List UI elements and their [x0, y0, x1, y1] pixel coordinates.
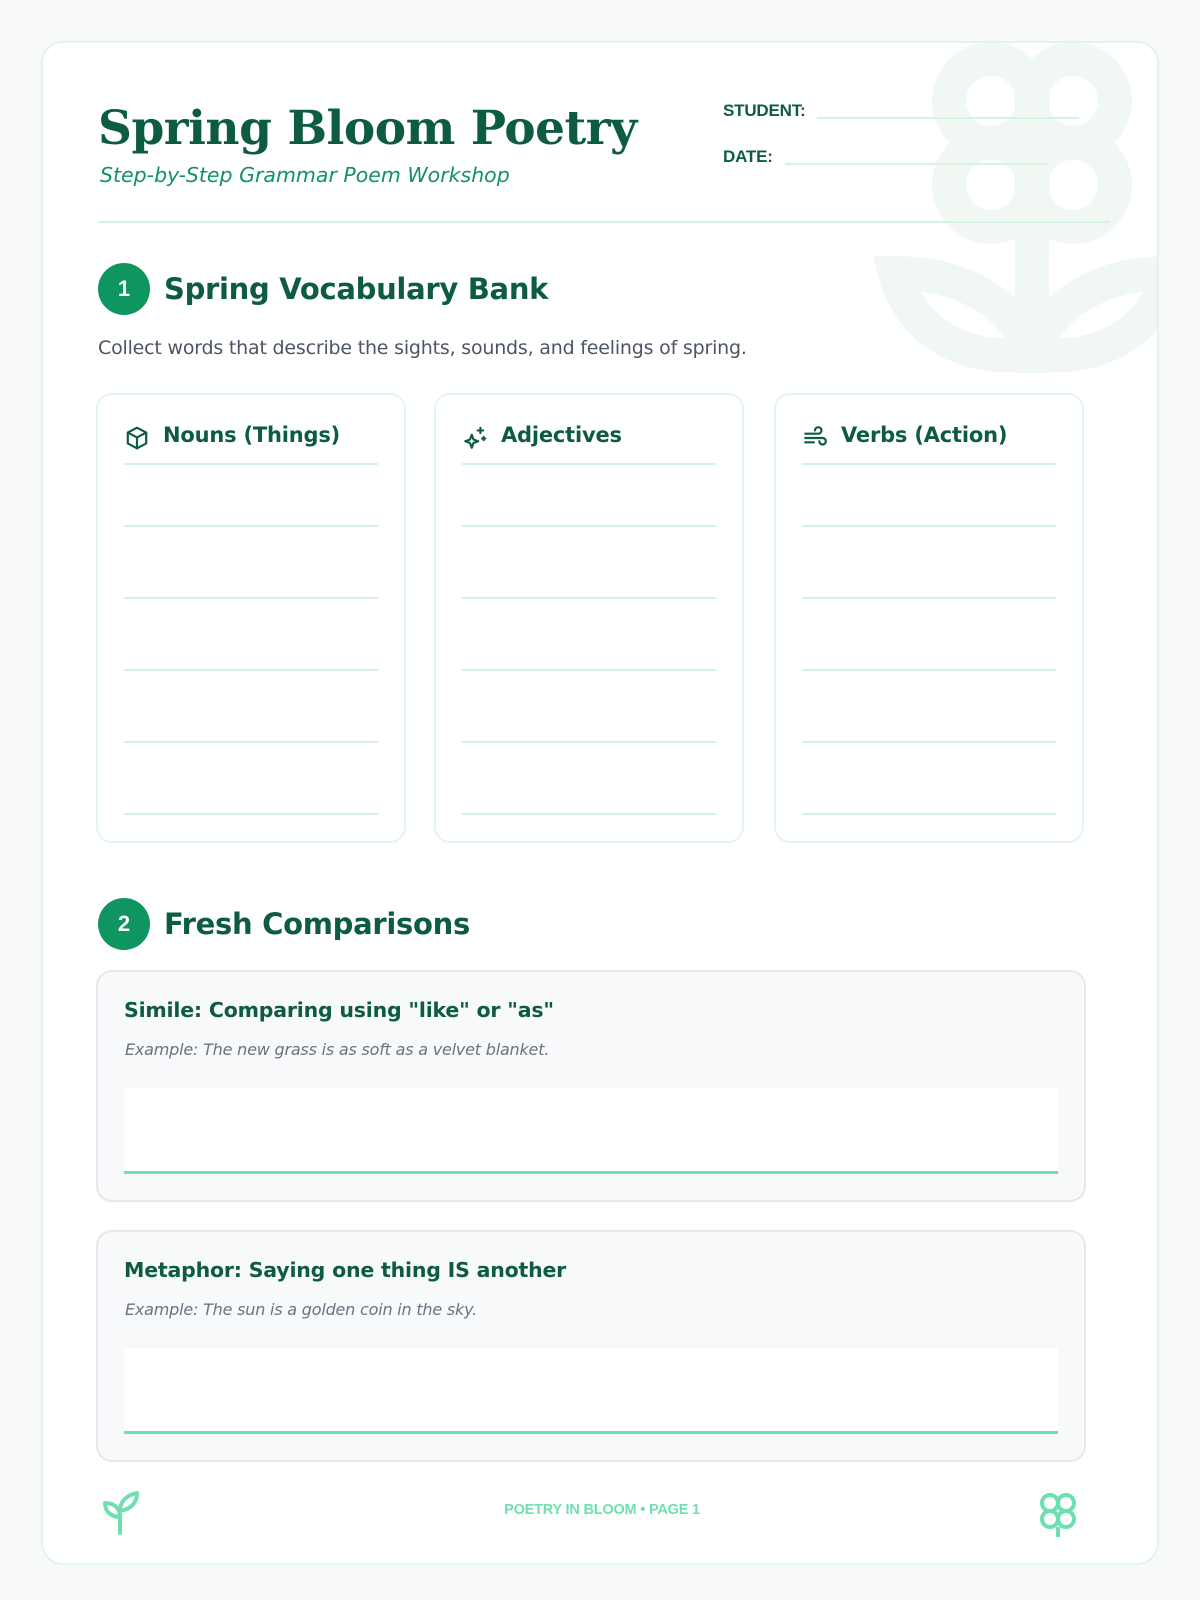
- section-instructions: Collect words that describe the sights, sounds, and feelings of spring.: [98, 337, 747, 359]
- student-label: STUDENT:: [723, 101, 806, 120]
- writing-line[interactable]: [462, 669, 716, 671]
- writing-line[interactable]: [124, 669, 378, 671]
- writing-line[interactable]: [462, 741, 716, 743]
- writing-line[interactable]: [124, 597, 378, 599]
- flower-watermark-icon: [873, 43, 1159, 403]
- metaphor-answer-box[interactable]: [124, 1348, 1058, 1434]
- writing-line[interactable]: [802, 741, 1056, 743]
- wind-icon: [802, 425, 828, 451]
- header-divider: [98, 221, 1110, 223]
- simile-title: Simile: Comparing using "like" or "as": [124, 998, 554, 1022]
- worksheet-page: [41, 41, 1159, 1565]
- metaphor-title: Metaphor: Saying one thing IS another: [124, 1258, 567, 1282]
- simile-answer-box[interactable]: [124, 1088, 1058, 1174]
- adjectives-card: [434, 393, 744, 843]
- writing-line[interactable]: [124, 525, 378, 527]
- verbs-card: [774, 393, 1084, 843]
- date-label: DATE:: [723, 147, 773, 166]
- writing-line[interactable]: [462, 525, 716, 527]
- simile-example: Example: The new grass is as soft as a velvet blanket.: [125, 1040, 550, 1059]
- writing-line[interactable]: [462, 597, 716, 599]
- section-number-badge: 2: [98, 898, 150, 950]
- section-1-heading: [98, 263, 548, 315]
- flower-icon: [1033, 1489, 1083, 1539]
- writing-line[interactable]: [802, 525, 1056, 527]
- student-field[interactable]: [723, 101, 1079, 121]
- vocab-card-label: Verbs (Action): [841, 423, 1008, 447]
- vocab-card-header: [124, 423, 378, 465]
- writing-line[interactable]: [802, 813, 1056, 815]
- student-line[interactable]: [817, 117, 1079, 119]
- nouns-card: [96, 393, 406, 843]
- writing-line[interactable]: [462, 813, 716, 815]
- section-title: Fresh Comparisons: [164, 907, 470, 941]
- writing-line[interactable]: [124, 813, 378, 815]
- simile-card: [96, 970, 1086, 1202]
- vocab-card-header: [802, 423, 1056, 465]
- cube-icon: [124, 425, 150, 451]
- writing-line[interactable]: [802, 669, 1056, 671]
- section-number-badge: 1: [98, 263, 150, 315]
- section-2-heading: [98, 898, 470, 950]
- date-field[interactable]: [723, 147, 1047, 167]
- sparkles-icon: [462, 425, 488, 451]
- section-title: Spring Vocabulary Bank: [164, 272, 549, 306]
- writing-line[interactable]: [124, 741, 378, 743]
- footer-label: POETRY IN BLOOM • PAGE 1: [504, 1502, 700, 1518]
- metaphor-example: Example: The sun is a golden coin in the sky.: [125, 1300, 478, 1319]
- vocab-card-header: [462, 423, 716, 465]
- vocab-card-label: Nouns (Things): [163, 423, 341, 447]
- date-line[interactable]: [785, 163, 1047, 165]
- page-title: Spring Bloom Poetry: [98, 101, 637, 156]
- vocab-card-label: Adjectives: [501, 423, 622, 447]
- metaphor-card: [96, 1230, 1086, 1462]
- page-subtitle: Step-by-Step Grammar Poem Workshop: [100, 163, 510, 187]
- writing-line[interactable]: [802, 597, 1056, 599]
